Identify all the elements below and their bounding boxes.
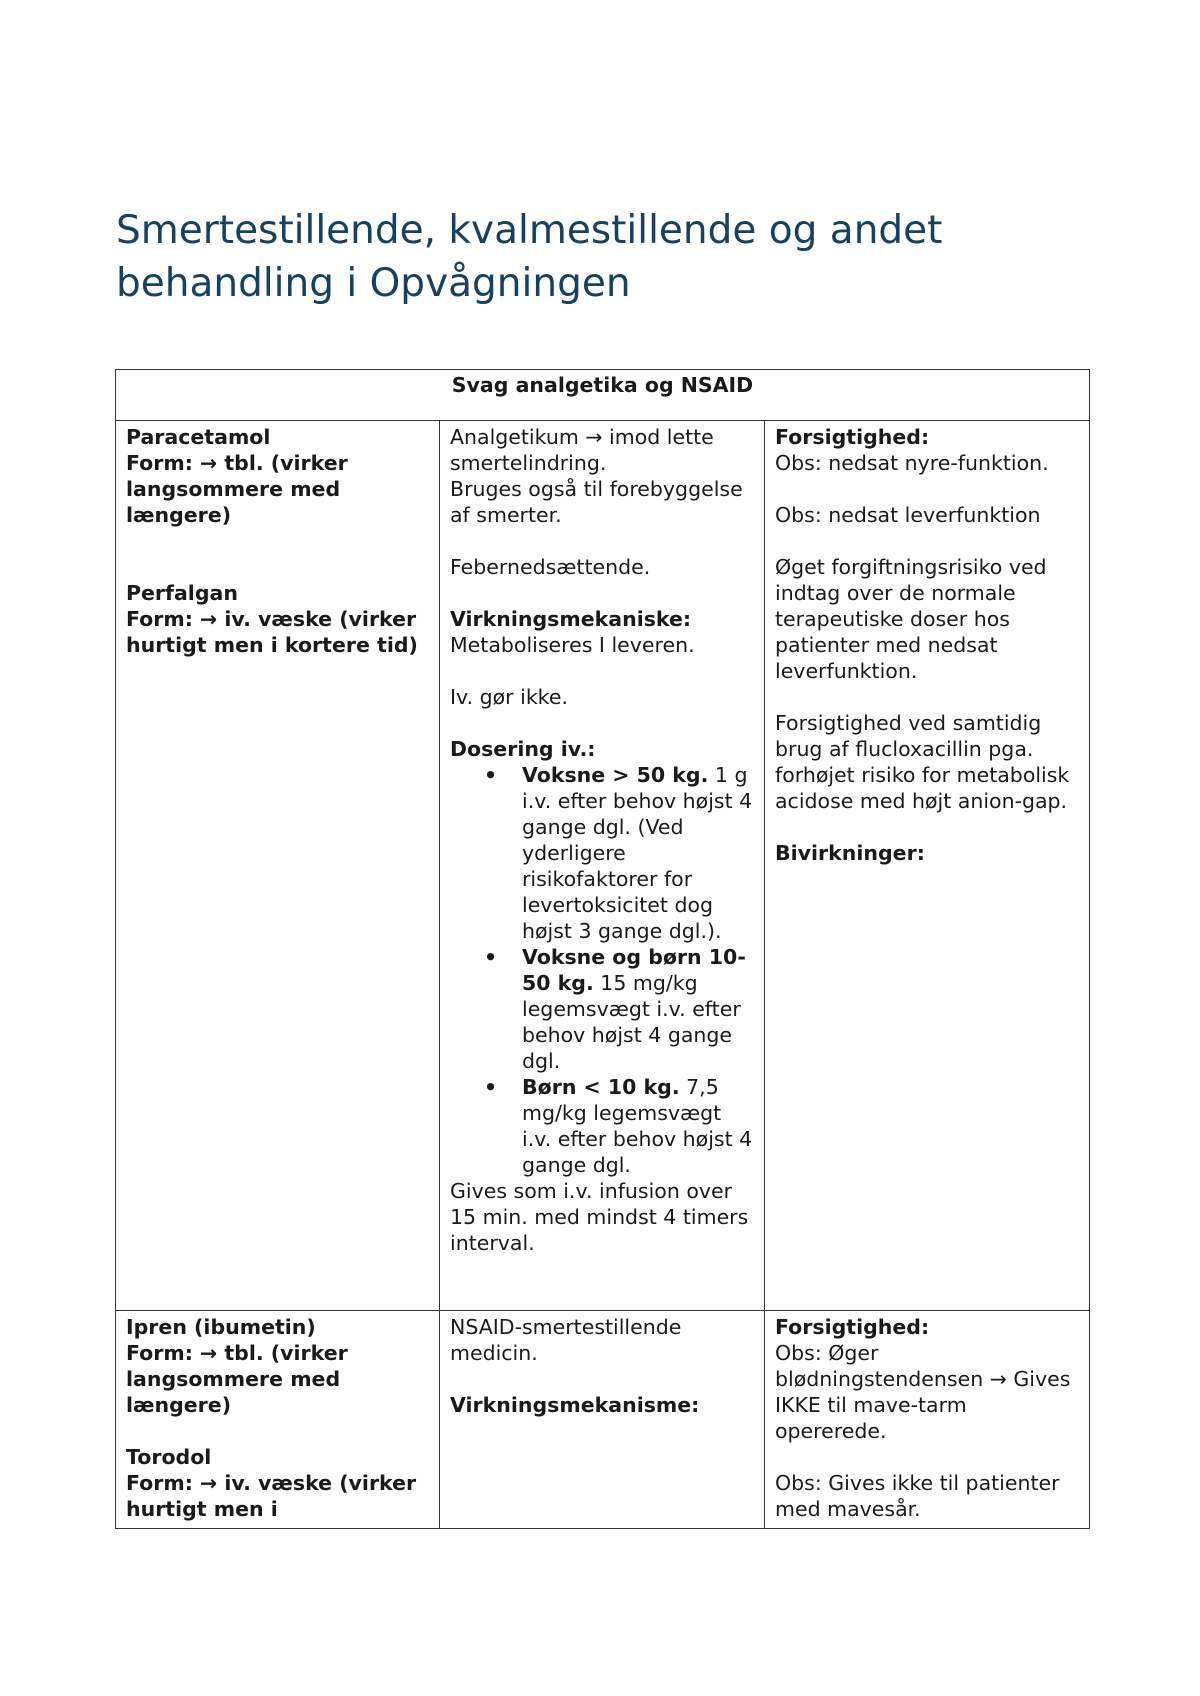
drug-name-cell (116, 421, 440, 1311)
dosage-group: Voksne og børn 10-50 kg. (522, 945, 746, 995)
indication-text: NSAID-smertestillende medicin. (450, 1315, 682, 1365)
indication-text: Analgetikum → imod lette smertelindring. (450, 425, 714, 475)
mechanism-heading: Virkningsmekanisme: (450, 1393, 700, 1417)
caution-text: Obs: Gives ikke til patienter med mavesår. (775, 1471, 1060, 1521)
drug-form: Form: → iv. væske (virker hurtigt men i kortere tid) (126, 607, 418, 657)
drug-form: Form: → tbl. (virker langsommere med længere) (126, 451, 348, 527)
drug-name-cell (116, 1311, 440, 1529)
dosage-group: Børn < 10 kg. (522, 1075, 680, 1099)
caution-heading: Forsigtighed: (775, 1315, 930, 1339)
drug-name: Torodol (126, 1445, 212, 1469)
dosage-list (450, 762, 754, 1178)
dosage-text: 7,5 mg/kg legemsvægt i.v. efter behov højst 4 gange dgl. (522, 1075, 753, 1177)
dosage-heading: Dosering iv.: (450, 737, 596, 761)
list-item (522, 762, 754, 944)
drug-form: Form: → iv. væske (virker hurtigt men i (126, 1471, 417, 1521)
page-title: Smertestillende, kvalmestillende og andet behandling i Opvågningen (116, 208, 943, 306)
dosage-text: 1 g i.v. efter behov højst 4 gange dgl. (Ved yderligere risikofaktorer for levertoksicitet dog højst 3 gange dgl.). (522, 763, 753, 943)
caution-text: Obs: nedsat leverfunktion (775, 503, 1041, 527)
drug-name: Paracetamol (126, 425, 271, 449)
caution-text: Obs: nedsat nyre-funktion. (775, 451, 1049, 475)
dosage-group: Voksne > 50 kg. (522, 763, 709, 787)
caution-heading: Forsigtighed: (775, 425, 930, 449)
mechanism-text: Metaboliseres I leveren. (450, 633, 695, 657)
mechanism-heading: Virkningsmekaniske: (450, 607, 692, 631)
fever-text: Febernedsættende. (450, 555, 651, 579)
drug-info-cell (440, 1311, 765, 1529)
list-item (522, 944, 754, 1074)
drug-info-cell (440, 421, 765, 1311)
dosage-text: 15 mg/kg legemsvægt i.v. efter behov højst 4 gange dgl. (522, 971, 741, 1073)
table-row (116, 421, 1090, 1311)
infusion-text: Gives som i.v. infusion over 15 min. med mindst 4 timers interval. (450, 1179, 749, 1255)
caution-cell (765, 1311, 1090, 1529)
caution-text: Forsigtighed ved samtidig brug af flucloxacillin pga. forhøjet risiko for metabolisk acidose med højt anion-gap. (775, 711, 1070, 813)
iv-text: Iv. gør ikke. (450, 685, 568, 709)
table-header: Svag analgetika og NSAID (116, 370, 1090, 421)
drug-form: Form: → tbl. (virker langsommere med længere) (126, 1341, 348, 1417)
drug-table (115, 369, 1090, 1529)
caution-text: Øget forgiftningsrisiko ved indtag over de normale terapeutiske doser hos patienter med nedsat leverfunktion. (775, 555, 1047, 683)
drug-name: Ipren (ibumetin) (126, 1315, 316, 1339)
side-effects-heading: Bivirkninger: (775, 841, 925, 865)
caution-cell (765, 421, 1090, 1311)
list-item (522, 1074, 754, 1178)
caution-text: Obs: Øger blødningstendensen → Gives IKKE til mave-tarm opererede. (775, 1341, 1071, 1443)
table-row (116, 1311, 1090, 1529)
indication-text: Bruges også til forebyggelse af smerter. (450, 477, 743, 527)
drug-name: Perfalgan (126, 581, 238, 605)
